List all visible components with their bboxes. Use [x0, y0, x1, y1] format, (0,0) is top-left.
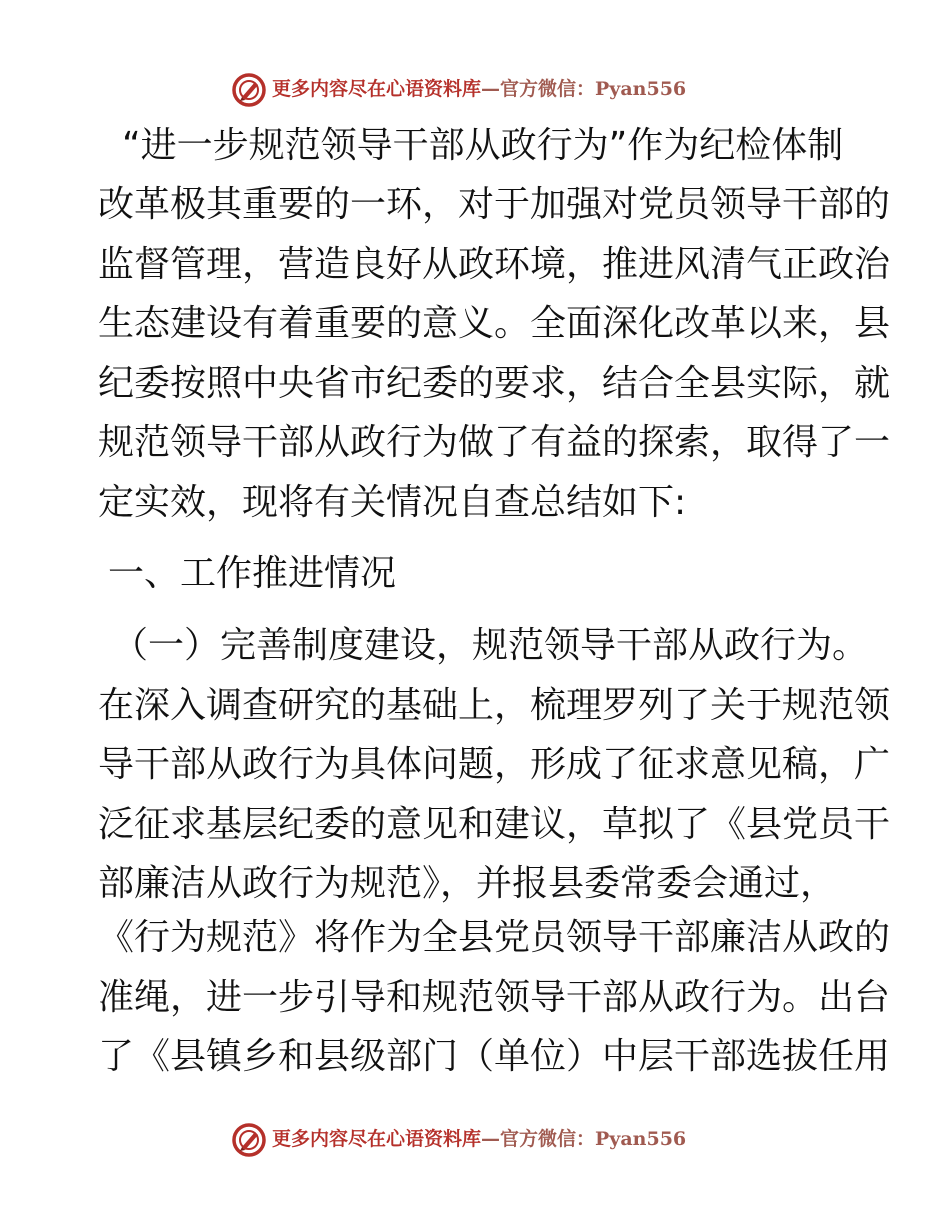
paragraph-line: 部廉洁从政行为规范》，并报县委常委会通过， [98, 863, 837, 904]
paragraph-line: 改革极其重要的一环，对于加强对党员领导干部的 [98, 184, 891, 225]
paragraph-line: 《行为规范》将作为全县党员领导干部廉洁从政的 [98, 917, 891, 958]
paragraph-line: 生态建设有着重要的意义。全面深化改革以来，县 [98, 303, 891, 344]
paragraph-line: 规范领导干部从政行为做了有益的探索，取得了一 [98, 422, 891, 463]
paragraph-line: 了《县镇乡和县级部门（单位）中层干部选拔任用 [98, 1036, 891, 1077]
banner-site-text: 更多内容尽在心语资料库 [272, 1128, 482, 1150]
paragraph-line: 纪委按照中央省市纪委的要求，结合全县实际，就 [98, 363, 891, 404]
footer-watermark-banner [0, 1120, 950, 1160]
paragraph-line: 泛征求基层纪委的意见和建议，草拟了《县党员干 [98, 804, 891, 845]
paragraph-line: 导干部从政行为具体问题，形成了征求意见稿，广 [98, 744, 891, 785]
pen-logo-icon [231, 72, 267, 108]
paragraph-line: 准绳，进一步引导和规范领导干部从政行为。出台 [98, 977, 891, 1018]
paragraph-line: “进一步规范领导干部从政行为”作为纪检体制 [122, 125, 844, 166]
subsection-heading: （一）完善制度建设，规范领导干部从政行为。 [112, 625, 869, 666]
header-watermark-banner [0, 70, 950, 110]
paragraph-line: 定实效，现将有关情况自查总结如下: [98, 482, 687, 523]
banner-wechat-text: —官方微信：Pyan556 [481, 78, 687, 100]
paragraph-line: 在深入调查研究的基础上，梳理罗列了关于规范领 [98, 685, 891, 726]
pen-logo-icon [231, 1122, 267, 1158]
banner-site-text: 更多内容尽在心语资料库 [272, 78, 482, 100]
section-heading: 一、工作推进情况 [108, 553, 397, 594]
paragraph-line: 监督管理，营造良好从政环境，推进风清气正政治 [98, 244, 891, 285]
banner-wechat-text: —官方微信：Pyan556 [481, 1128, 687, 1150]
